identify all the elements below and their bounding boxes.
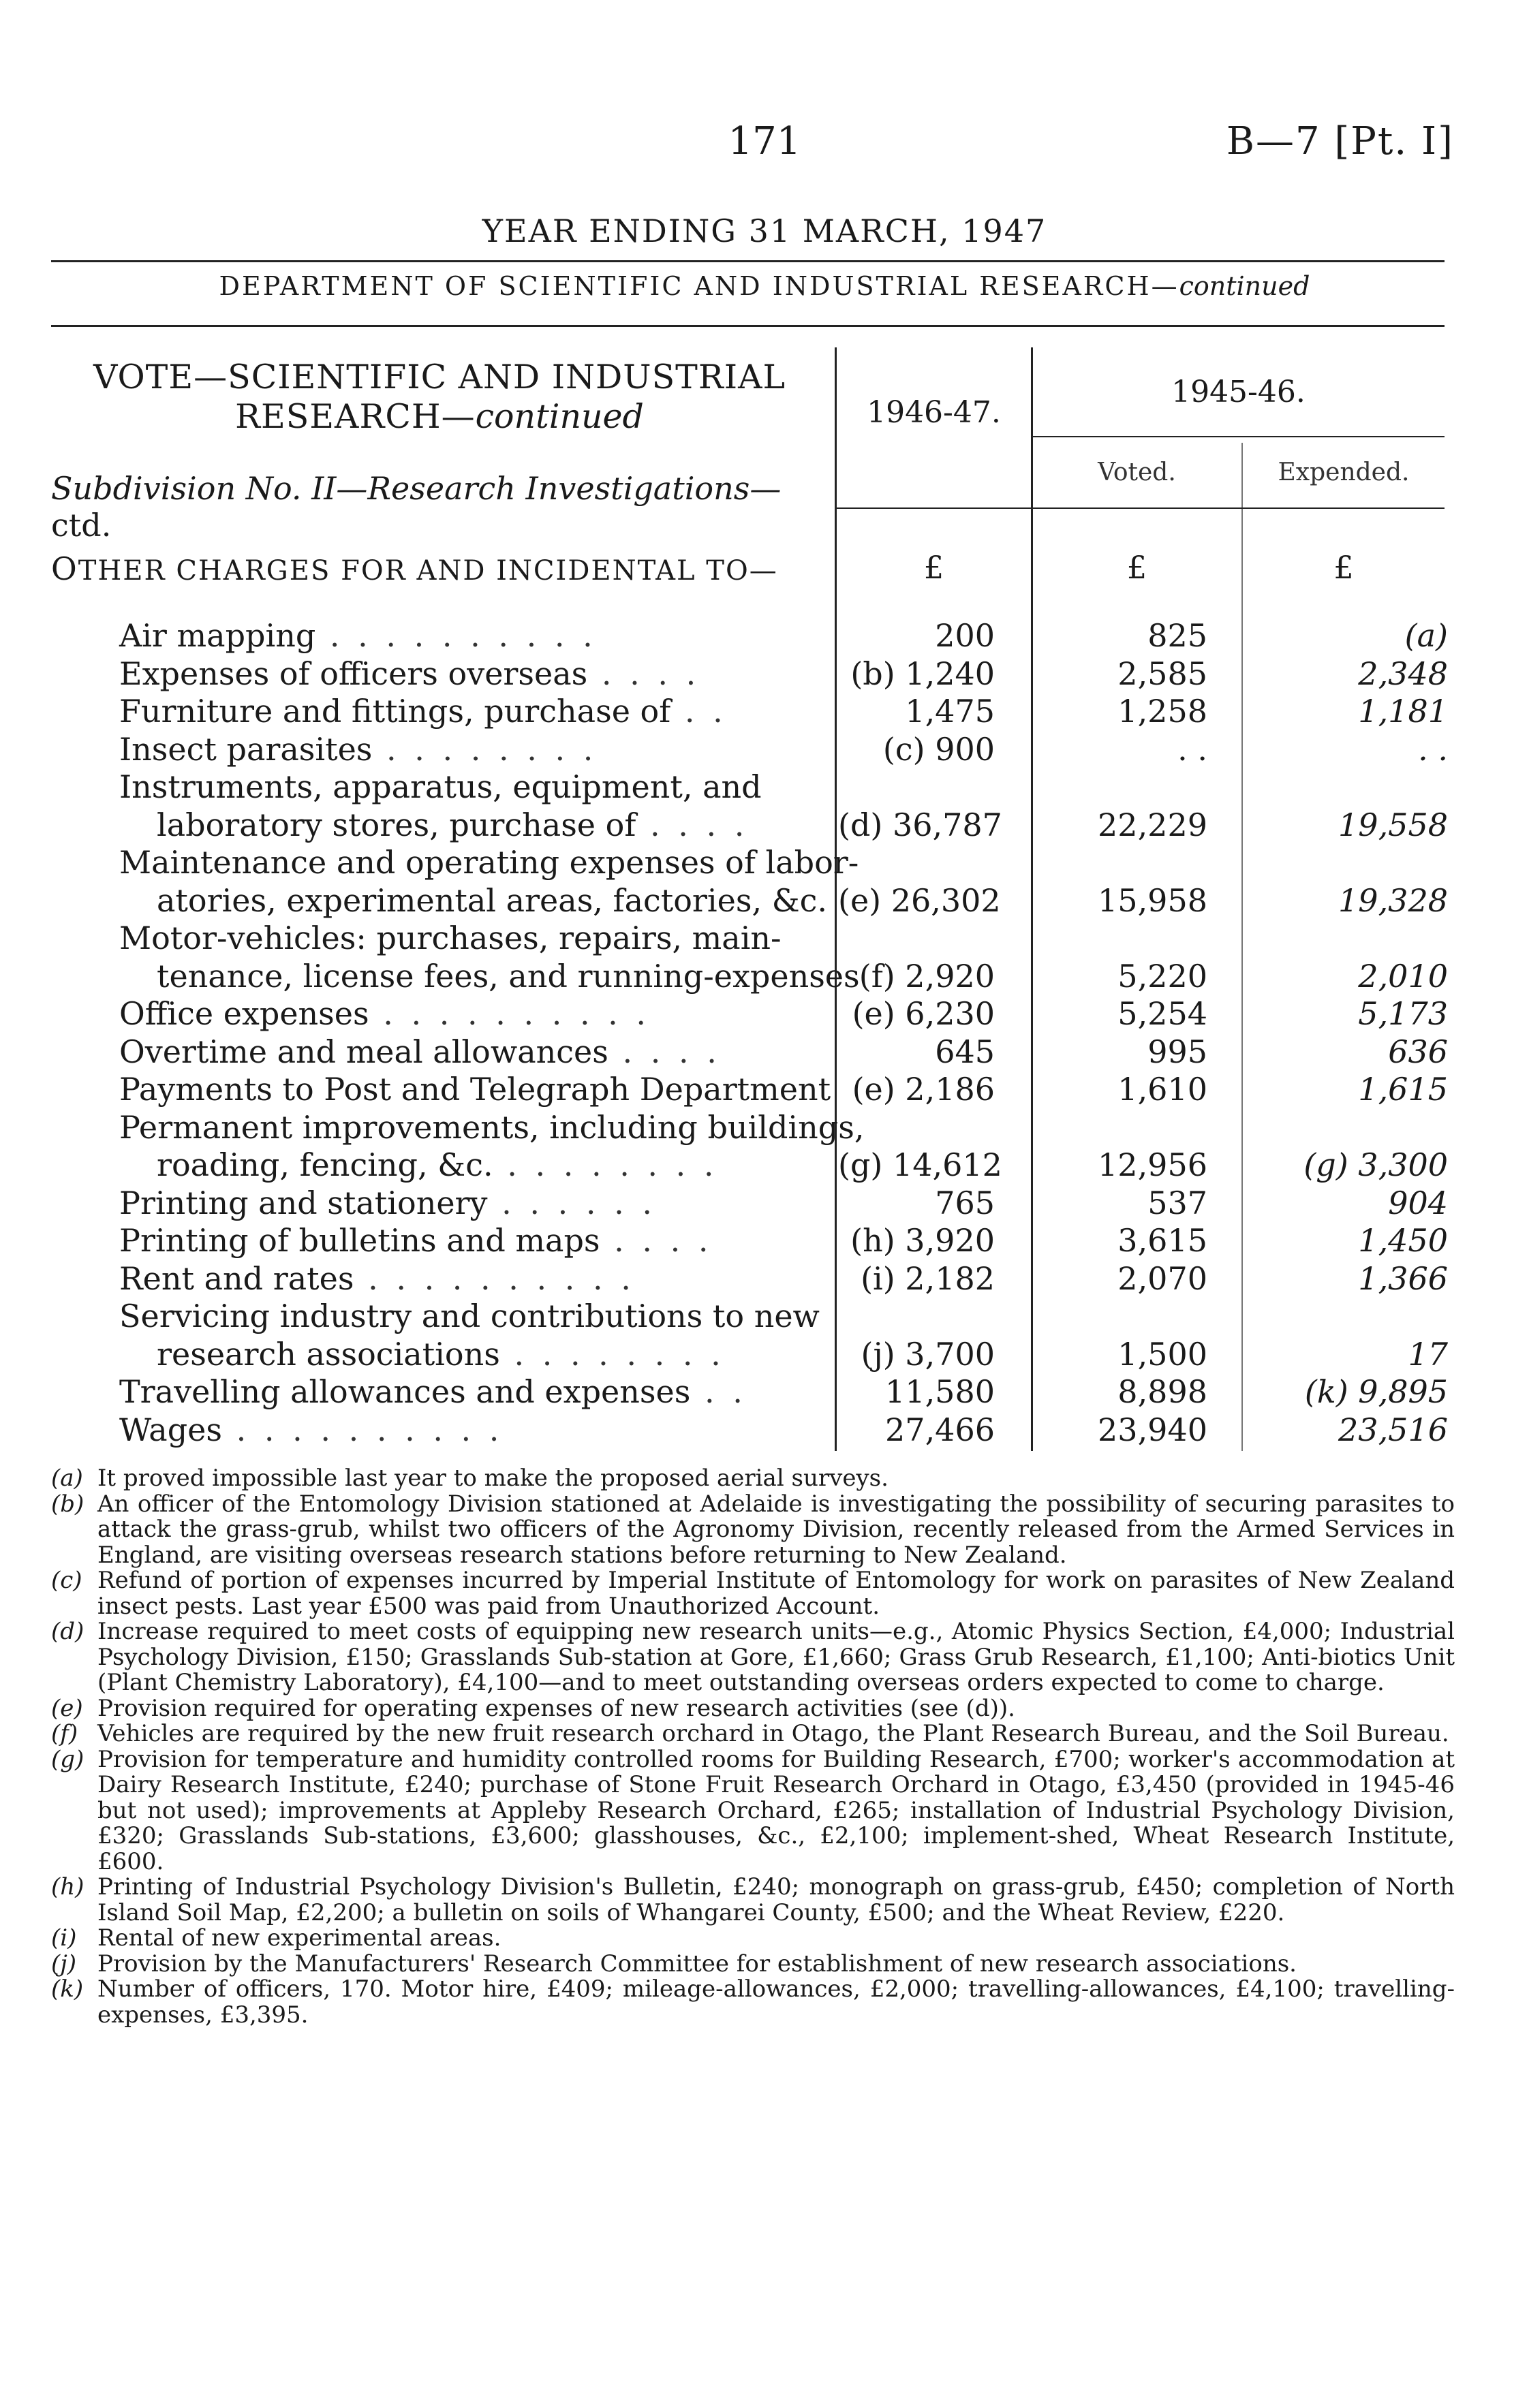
leader-dots: . . [670,693,727,730]
cell-expended: 23,516 [1338,1411,1448,1448]
column-header-1945-46: 1945-46. [1171,375,1306,409]
table-row [0,655,1529,693]
page-reference: B—7 [Pt. I] [1226,119,1454,163]
pound-sign-1946-47: £ [923,549,944,586]
footnote-text: Printing of Industrial Psychology Division's Bulletin, £240; monograph on grass-grub, £450; completion of North Island Soil Map, £2,200; a bulletin on soils of Whangarei County, £500; and the Wheat Review, £220. [97,1873,1455,1926]
leader-dots: . . . . [600,1222,713,1259]
cell-1946-47: 1,475 [905,693,995,730]
cell-voted: 1,258 [1117,693,1207,730]
row-description [157,882,865,919]
cell-expended: 904 [1388,1184,1448,1221]
cell-voted: 5,220 [1117,957,1207,995]
leader-dots: . . . . . . . . [493,1146,718,1183]
table-row [0,1033,1529,1072]
cell-expended: 1,450 [1358,1222,1448,1259]
row-description-text: research associations [157,1335,500,1373]
leader-dots: . . . . . . . . . . [354,1260,635,1297]
section-heading [51,550,778,587]
row-description-text: Air mapping [119,617,316,654]
cell-1946-47: 765 [935,1184,995,1221]
vote-title [51,358,828,437]
leader-dots: . . . . [636,806,749,843]
row-description-text: Servicing industry and contributions to new [119,1298,820,1334]
table-row [0,1298,1529,1336]
vote-title-continued: continued [475,397,644,436]
footnote-label: (a) [51,1465,83,1492]
section-heading-rest: THER CHARGES FOR AND INCIDENTAL TO— [78,555,778,587]
leader-dots: . . . . . . [487,1184,656,1221]
leader-dots: . . . . . . . . . . [369,995,651,1032]
row-description [119,1033,828,1070]
row-description-text: Printing of bulletins and maps [119,1222,600,1259]
cell-expended: 636 [1388,1033,1448,1070]
footnote [51,1977,1455,2028]
vote-title-line1: VOTE—SCIENTIFIC AND INDUSTRIAL [93,358,786,396]
cell-voted: 537 [1147,1184,1207,1221]
vote-title-line2 [51,397,828,437]
cell-1946-47: 27,466 [885,1411,995,1448]
cell-voted: . . [1177,730,1207,768]
table-row [0,1185,1529,1223]
cell-expended: . . [1418,730,1448,768]
cell-voted: 23,940 [1098,1411,1207,1448]
cell-expended: 5,173 [1358,995,1448,1032]
footnote [51,1952,1455,1977]
footnote [51,1926,1455,1952]
year-title: YEAR ENDING 31 MARCH, 1947 [482,213,1047,249]
footnote-text: Vehicles are required by the new fruit research orchard in Otago, the Plant Research Bureau, and the Soil Bureau. [97,1720,1449,1747]
row-description [157,1336,865,1373]
table-row [0,1373,1529,1411]
table-row [0,807,1529,845]
row-description [119,920,828,956]
cell-voted: 12,956 [1098,1146,1207,1183]
leader-dots: . . . . . . . . [499,1335,725,1373]
pound-sign-expended: £ [1333,549,1354,586]
leader-dots: . . . . . . . . [372,730,598,768]
footnote-text: Number of officers, 170. Motor hire, £409; mileage-allowances, £2,000; travelling-allowances, £4,100; travelling-expenses, £3,395. [97,1975,1455,2029]
cell-expended: 1,366 [1358,1260,1448,1297]
cell-voted: 2,585 [1117,655,1207,692]
row-description [119,1373,828,1410]
row-description-text: Printing and stationery [119,1184,488,1221]
vote-title-research: RESEARCH— [235,397,476,436]
table-row [0,995,1529,1033]
row-description-text: Expenses of officers overseas [119,655,588,692]
row-description-text: Furniture and fittings, purchase of [119,693,671,730]
footnote-text: Rental of new experimental areas. [97,1924,501,1952]
footnote [51,1492,1455,1569]
footnote-label: (h) [51,1873,84,1901]
rule-under-department [51,325,1445,327]
table-row [0,1109,1529,1147]
table-row [0,1260,1529,1298]
table-row [0,920,1529,958]
cell-1946-47: (e) 6,230 [852,995,995,1032]
cell-voted: 995 [1147,1033,1207,1070]
column-header-voted: Voted. [1098,458,1176,486]
row-description [119,1260,828,1297]
row-description-text: Maintenance and operating expenses of labor- [119,844,859,881]
cell-expended: (a) [1404,617,1448,654]
subdivision-ctd: ctd. [51,507,112,544]
row-description [157,807,865,843]
row-description-text: Overtime and meal allowances [119,1033,608,1070]
row-description [119,1071,831,1108]
row-description-text: Rent and rates [119,1260,354,1297]
cell-voted: 22,229 [1098,806,1207,843]
subdivision-name: Subdivision No. II—Research Investigations— [51,470,782,507]
footnote-label: (i) [51,1924,77,1952]
row-description [119,693,828,730]
cell-voted: 1,500 [1117,1335,1207,1373]
table-row [0,958,1529,996]
row-description [119,1185,828,1221]
footnote-label: (c) [51,1567,82,1594]
pound-sign-voted: £ [1126,549,1147,586]
leader-dots: . . . . [608,1033,721,1070]
department-title [0,271,1529,301]
page-number: 171 [728,119,801,163]
table-row [0,1411,1529,1450]
table-row [0,731,1529,769]
table-row [0,768,1529,807]
cell-1946-47: (j) 3,700 [861,1335,995,1373]
footnote-text: An officer of the Entomology Division stationed at Adelaide is investigating the possibility of securing parasites to attack the grass-grub, whilst two officers of the Agronomy Division, recently released from the Armed Services in England, are visiting overseas research stations before returning to New Zealand. [97,1490,1455,1569]
footnote [51,1466,1455,1492]
leader-dots: . . . . [587,655,700,692]
footnote [51,1747,1455,1875]
footnote-label: (k) [51,1975,84,2003]
row-description-text: atories, experimental areas, factories, &c. [157,881,828,919]
column-header-1946-47: 1946-47. [867,395,1001,430]
row-description [119,1222,828,1259]
table-row [0,844,1529,882]
cell-voted: 1,610 [1117,1071,1207,1108]
cell-voted: 15,958 [1098,881,1207,919]
column-header-expended: Expended. [1278,458,1410,486]
cell-1946-47: (g) 14,612 [838,1146,1002,1183]
row-description [119,655,828,692]
cell-voted: 3,615 [1117,1222,1207,1259]
row-description-text: roading, fencing, &c. [157,1146,493,1183]
row-description [157,958,865,995]
cell-1946-47: 645 [935,1033,995,1070]
cell-expended: 1,181 [1358,693,1448,730]
row-description-text: Office expenses [119,995,369,1032]
cell-1946-47: (c) 900 [882,730,995,768]
table-row [0,1336,1529,1374]
cell-voted: 2,070 [1117,1260,1207,1297]
footnote-label: (f) [51,1720,78,1747]
footnote-label: (j) [51,1950,77,1977]
row-description [119,768,828,805]
row-description-text: Permanent improvements, including buildings, [119,1108,865,1146]
footnote [51,1721,1455,1747]
row-description [119,844,859,881]
header-rule-bottom [836,507,1445,509]
cell-expended: (k) 9,895 [1304,1373,1448,1410]
footnote-label: (b) [51,1490,84,1518]
cell-1946-47: (i) 2,182 [861,1260,995,1297]
cell-voted: 5,254 [1117,995,1207,1032]
row-description [119,995,828,1032]
row-description-text: Insect parasites [119,730,373,768]
cell-voted: 8,898 [1117,1373,1207,1410]
row-description [157,1146,865,1183]
row-description-text: Payments to Post and Telegraph Department [119,1071,831,1108]
subdivision-title [51,470,828,544]
row-description-text: Travelling allowances and expenses [119,1373,691,1410]
row-description [119,617,828,654]
table-row [0,1071,1529,1109]
row-description [119,1108,865,1146]
footnote-label: (d) [51,1618,84,1645]
expenditure-table [0,617,1529,1449]
cell-expended: 1,615 [1358,1071,1448,1108]
row-description-text: tenance, license fees, and running-expenses [157,957,860,995]
department-continued: continued [1179,271,1310,301]
cell-1946-47: (e) 26,302 [838,881,1001,919]
footnote [51,1875,1455,1926]
footnote-text: Provision for temperature and humidity controlled rooms for Building Research, £700; worker's accommodation at Dairy Research Institute, £240; purchase of Stone Fruit Research Orchard in Otago, £3,450 (provided in 1945-46 but not used); improvements at Appleby Research Orchard, £265; installation of Industrial Psychology Division, £320; Grasslands Sub-stations, £3,600; glasshouses, &c., £2,100; implement-shed, Wheat Research Institute, £600. [97,1745,1455,1875]
footnote [51,1619,1455,1696]
row-description [119,731,828,768]
cell-1946-47: (d) 36,787 [838,806,1002,843]
row-description-text: laboratory stores, purchase of [157,806,636,843]
footnote [51,1696,1455,1722]
cell-expended: 2,348 [1358,655,1448,692]
table-row [0,1222,1529,1260]
cell-expended: 19,558 [1338,806,1448,843]
header-rule-1945 [1032,436,1445,437]
footnote-text: Provision by the Manufacturers' Research Committee for establishment of new research associations. [97,1950,1297,1977]
section-heading-initial: O [51,550,78,587]
cell-1946-47: (f) 2,920 [859,957,995,995]
cell-1946-47: 11,580 [885,1373,995,1410]
cell-1946-47: (b) 1,240 [850,655,995,692]
row-description-text: Motor-vehicles: purchases, repairs, main- [119,920,782,956]
footnote-text: Increase required to meet costs of equipping new research units—e.g., Atomic Physics Section, £4,000; Industrial Psychology Division, £150; Grasslands Sub-station at Gore, £1,660; Grass Grub Research, £1,100; Anti-biotics Unit (Plant Chemistry Laboratory), £4,100—and to meet outstanding overseas orders expected to come to charge. [97,1618,1455,1696]
cell-expended: (g) 3,300 [1303,1146,1448,1183]
table-row [0,882,1529,920]
footnote-text: Provision required for operating expenses of new research activities (see (d)). [97,1694,1015,1722]
table-row [0,1146,1529,1185]
department-name: DEPARTMENT OF SCIENTIFIC AND INDUSTRIAL RESEARCH— [219,271,1179,301]
cell-expended: 17 [1408,1335,1448,1373]
table-row [0,693,1529,731]
footnote [51,1568,1455,1619]
footnote-label: (g) [51,1745,84,1773]
rule-top [51,260,1445,262]
footnote-text: Refund of portion of expenses incurred by Imperial Institute of Entomology for work on parasites of New Zealand insect pests. Last year £500 was paid from Unauthorized Account. [97,1567,1455,1620]
row-description-text: Wages [119,1411,222,1448]
footnote-label: (e) [51,1694,83,1722]
row-description-text: Instruments, apparatus, equipment, and [119,768,762,805]
leader-dots: . . . . . . . . . . [315,617,597,654]
cell-expended: 2,010 [1358,957,1448,995]
cell-1946-47: (h) 3,920 [850,1222,995,1259]
leader-dots: . . . . . . . . . . [221,1411,504,1448]
row-description [119,1411,828,1448]
cell-1946-47: (e) 2,186 [852,1071,995,1108]
leader-dots: . . [690,1373,747,1410]
row-description [119,1298,828,1334]
cell-expended: 19,328 [1338,881,1448,919]
cell-1946-47: 200 [935,617,995,654]
table-row [0,617,1529,655]
footnotes [51,1466,1455,2028]
footnote-text: It proved impossible last year to make the proposed aerial surveys. [97,1465,889,1492]
cell-voted: 825 [1147,617,1207,654]
